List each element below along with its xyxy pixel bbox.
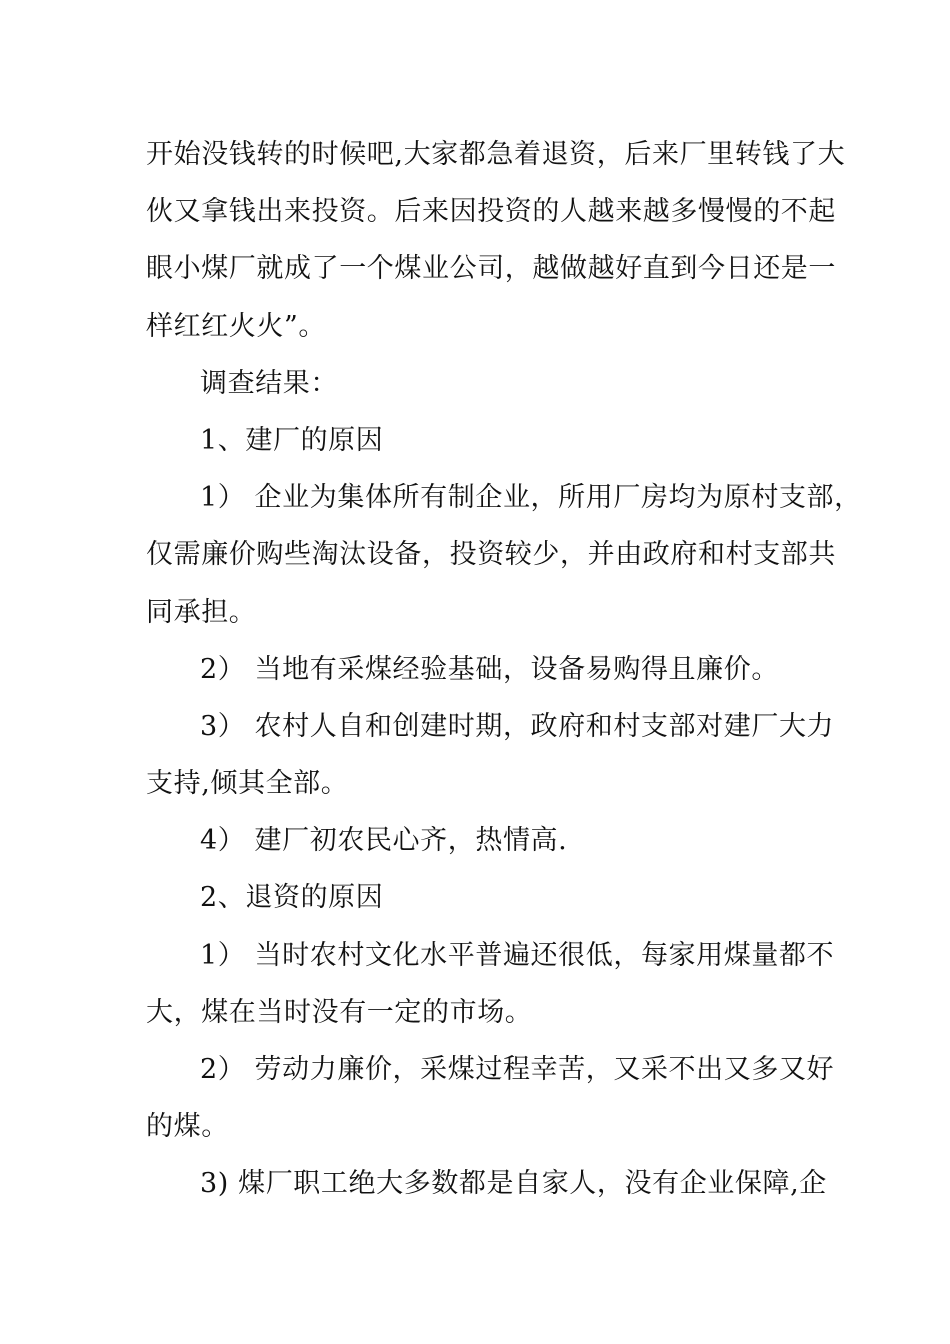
list-item: 3) 煤厂职工绝大多数都是自家人，没有企业保障,企: [200, 1168, 827, 1200]
list-item: 2） 劳动力廉价，采煤过程幸苦，又采不出又多又好: [200, 1054, 835, 1085]
section-heading: 调查结果：: [200, 367, 338, 399]
list-item-continuation: 的煤。: [146, 1111, 229, 1143]
paragraph-line: 伙又拿钱出来投资。后来因投资的人越来越多慢慢的不起: [146, 196, 836, 228]
body-text: [146, 126, 862, 1213]
subsection-heading: 2、退资的原因: [200, 882, 384, 914]
list-item: 4） 建厂初农民心齐，热情高.: [200, 825, 568, 857]
list-item: 2） 当地有采煤经验基础，设备易购得且廉价。: [200, 653, 779, 685]
subsection-heading: 1、建厂的原因: [200, 424, 384, 456]
paragraph-line: 眼小煤厂就成了一个煤业公司，越做越好直到今日还是一: [146, 253, 836, 285]
paragraph-line: 样红红火火”。: [146, 310, 327, 342]
list-item: 1） 当时农村文化水平普遍还很低，每家用煤量都不: [200, 939, 835, 971]
list-item-continuation: 仅需廉价购些淘汰设备，投资较少，并由政府和村支部共: [146, 539, 836, 571]
list-item-continuation: 同承担。: [146, 596, 257, 628]
list-item: 3） 农村人自和创建时期，政府和村支部对建厂大力: [200, 710, 835, 742]
paragraph-line: 开始没钱转的时候吧,大家都急着退资，后来厂里转钱了大: [146, 139, 846, 170]
list-item-continuation: 支持,倾其全部。: [146, 768, 349, 800]
list-item-continuation: 大，煤在当时没有一定的市场。: [146, 996, 533, 1028]
list-item: 1） 企业为集体所有制企业，所用厂房均为原村支部，: [200, 482, 862, 514]
